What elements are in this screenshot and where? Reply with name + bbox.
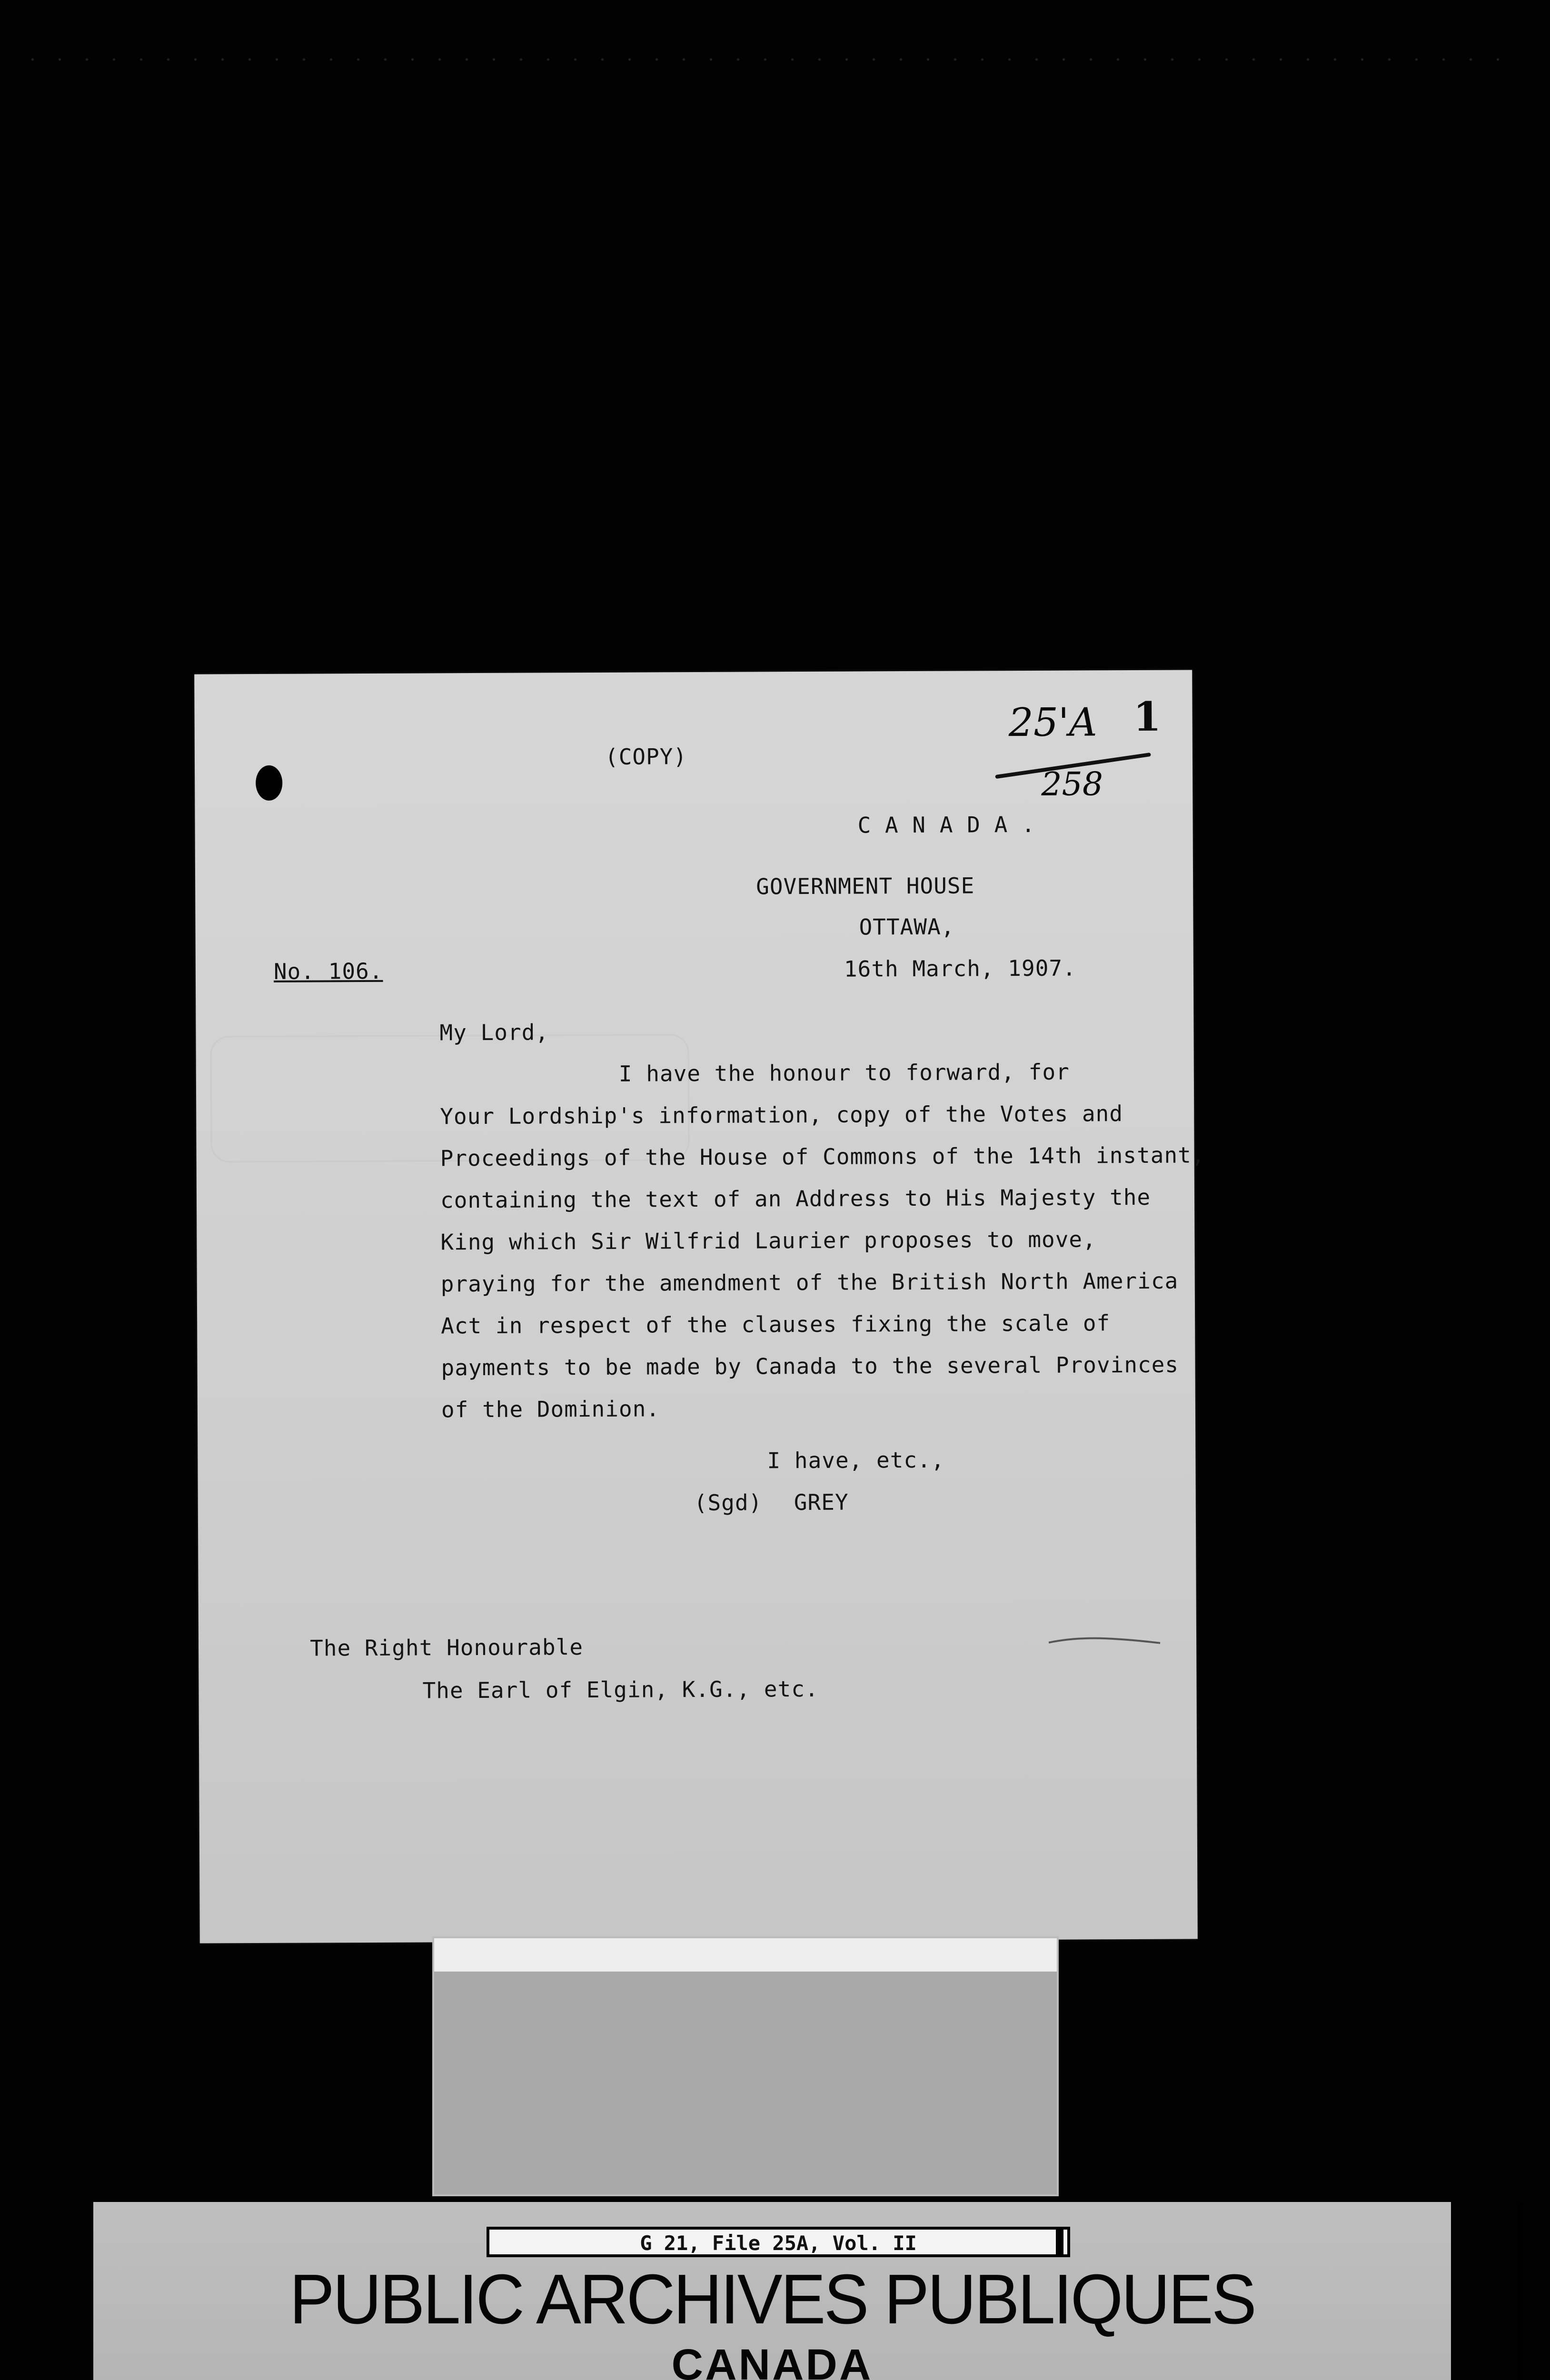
backing-sheet: [432, 1936, 1059, 2196]
body-line: payments to be made by Canada to the several Provinces: [441, 1351, 1179, 1381]
body-line: Your Lordship's information, copy of the Votes and: [440, 1101, 1123, 1130]
letter-page: [194, 670, 1205, 1943]
file-reference-marker: [1056, 2227, 1063, 2257]
archive-country: CANADA: [671, 2340, 873, 2380]
handwritten-reference: 25'A: [1008, 700, 1097, 746]
salutation: My Lord,: [439, 1019, 549, 1046]
body-line: I have the honour to forward, for: [618, 1059, 1070, 1087]
body-line: of the Dominion.: [441, 1396, 660, 1423]
body-line: Act in respect of the clauses fixing the scale of: [441, 1310, 1111, 1339]
archive-title: PUBLIC ARCHIVES PUBLIQUES: [289, 2260, 1255, 2339]
country-heading: C A N A D A .: [857, 811, 1035, 838]
file-reference: G 21, File 25A, Vol. II: [640, 2231, 917, 2255]
body-line: Proceedings of the House of Commons of the 14th instant,: [440, 1142, 1205, 1171]
letter-date: 16th March, 1907.: [844, 955, 1076, 982]
body-line: King which Sir Wilfrid Laurier proposes to move,: [440, 1226, 1096, 1255]
handwritten-subreference: 258: [1041, 765, 1103, 803]
archive-label-strip: [93, 2202, 1451, 2380]
sender-place: GOVERNMENT HOUSE: [756, 873, 975, 900]
faded-stamp: [210, 1034, 690, 1162]
addressee-title: The Right Honourable: [310, 1634, 584, 1661]
signature-name: GREY: [794, 1489, 849, 1516]
body-line: praying for the amendment of the British North America: [440, 1268, 1179, 1297]
addressee-name: The Earl of Elgin, K.G., etc.: [422, 1676, 819, 1704]
film-edge-specks: [19, 52, 1519, 67]
document-number: No. 106.: [273, 958, 383, 984]
pencil-flourish: [1048, 1636, 1162, 1646]
strip-edge: [1517, 2202, 1523, 2380]
punch-hole: [256, 765, 282, 801]
sender-city: OTTAWA,: [859, 913, 955, 940]
signature-label: (Sgd): [694, 1489, 763, 1516]
closing: I have, etc.,: [767, 1447, 945, 1474]
backing-sheet-edge: [434, 1938, 1057, 1972]
file-reference-box: [487, 2227, 1070, 2257]
copy-label: (COPY): [605, 744, 687, 770]
body-line: containing the text of an Address to His Majesty the: [440, 1184, 1151, 1213]
handwritten-page-number: 1: [1133, 693, 1162, 740]
